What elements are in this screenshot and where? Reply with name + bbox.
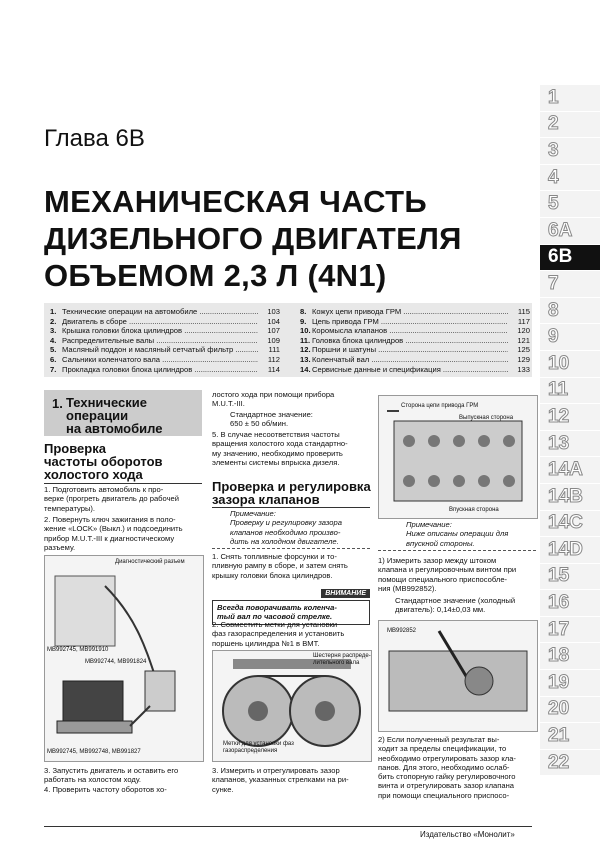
toc-page: 120 — [508, 326, 530, 336]
col2-para4 — [212, 620, 372, 648]
toc-page: 112 — [258, 355, 280, 365]
image-label: MB992745, MB992748, MB991827 — [47, 749, 141, 755]
toc-left — [50, 307, 280, 374]
chapter-tabs — [540, 85, 600, 776]
toc-row — [300, 355, 530, 365]
text-line: 2. Совместить метки для установки — [212, 620, 338, 629]
chapter-tab-13: 13 — [540, 431, 600, 458]
toc-row — [50, 326, 280, 336]
toc-page: 125 — [508, 345, 530, 355]
text-line: Ниже описаны операции для — [406, 529, 509, 539]
toc-title: Масляный поддон и масляный сетчатый фильтр ..... — [62, 345, 258, 355]
text-line: Всегда поворачивать коленча- — [217, 603, 337, 612]
toc-number: 9. — [300, 316, 307, 326]
section-title-line: Технические — [66, 395, 147, 410]
toc-title: Двигатель в сборе ..... — [62, 317, 258, 327]
toc-title: Кожух цепи привода ГРМ ..... — [312, 307, 508, 317]
text-line: 3. Запустить двигатель и оставить его — [44, 766, 179, 775]
chapter-tab-3: 3 — [540, 138, 600, 165]
toc-title: Распределительные валы ..... — [62, 336, 258, 346]
chapter-tab-5: 5 — [540, 191, 600, 218]
text-line: разъему. — [44, 542, 76, 552]
chapter-label: Глава 6В — [44, 125, 145, 152]
text-line: Стандартное значение: — [230, 410, 313, 419]
text-line: клапанов необходимо произво- — [230, 527, 341, 537]
warning-box — [212, 582, 370, 625]
toc-title: Цепь привода ГРМ ..... — [312, 317, 508, 327]
toc-page: 104 — [258, 317, 280, 327]
text-line: пливную рампу в сборе, и затем снять — [212, 561, 348, 571]
chapter-tab-12: 12 — [540, 404, 600, 431]
text-line: 1. Снять топливные форсунки и то- — [212, 552, 337, 561]
text-line: помощи специального приспособле- — [378, 574, 508, 584]
text-line: 2) Если полученный результат вы- — [378, 735, 500, 744]
chapter-tab-10: 10 — [540, 351, 600, 378]
note-cold-engine — [212, 509, 370, 549]
engine-head-drawing — [379, 396, 537, 518]
toc-number: 4. — [50, 335, 57, 345]
col2-para2 — [212, 430, 372, 467]
toc-row — [300, 317, 530, 327]
valve-gauge-drawing — [379, 621, 537, 731]
toc-title: Крышка головки блока цилиндров ..... — [62, 326, 258, 336]
text-line: тый вал по часовой стрелке. — [217, 612, 333, 622]
chapter-tab-14С: 14С — [540, 511, 600, 538]
col2-para3 — [212, 552, 372, 580]
valve-layout-illustration — [378, 395, 538, 519]
timing-marks-illustration — [212, 650, 372, 762]
text-line: температуры). — [44, 503, 96, 513]
chapter-tab-7: 7 — [540, 271, 600, 298]
col1-para1 — [44, 485, 204, 513]
toc-row — [50, 365, 280, 375]
toc-number: 12. — [300, 345, 311, 355]
text-line: ния (MB992852). — [378, 583, 437, 593]
text-line: 1) Измерить зазор между штоком — [378, 556, 497, 565]
text-line: элементы системы впрыска дизеля. — [212, 457, 340, 467]
text-line: клапанов, указанных стрелками на ри- — [212, 775, 349, 785]
heading-valve-clearance — [212, 480, 371, 506]
divider — [212, 507, 370, 508]
text-line: дить на холодном двигателе. — [230, 536, 339, 546]
toc-row — [50, 355, 280, 365]
text-line: ходит за пределы спецификации, то — [378, 744, 507, 754]
section-header — [44, 390, 202, 436]
clearance-standard-value — [395, 596, 515, 615]
text-line: фаз газораспределения и установить — [212, 629, 345, 639]
toc-number: 13. — [300, 354, 311, 364]
image-label: MB992745, MB991910 — [47, 647, 109, 653]
chapter-tab-8: 8 — [540, 298, 600, 325]
footer-divider — [44, 826, 532, 827]
image-label: Диагностический разъем — [115, 559, 185, 565]
text-line: жение «LOCK» (Выкл.) и подсоединить — [44, 524, 183, 534]
image-label: Впускная сторона — [449, 507, 499, 513]
note-divider — [378, 550, 536, 551]
toc-page: 117 — [508, 317, 530, 327]
toc-number: 8. — [300, 307, 307, 316]
section-title — [66, 396, 162, 435]
text-line: бить стопорную гайку регулировочного — [378, 772, 516, 782]
chapter-tab-11: 11 — [540, 378, 600, 405]
toc-page: 109 — [258, 336, 280, 346]
text-line: Проверку и регулировку зазора — [230, 518, 342, 528]
text-line: вращения холостого хода стандартно- — [212, 439, 348, 449]
text-line: 3. Измерить и отрегулировать зазор — [212, 766, 340, 775]
image-label: Сторона цепи привода ГРМ — [401, 403, 479, 409]
text-line: поршень цилиндра №1 в ВМТ. — [212, 638, 320, 648]
feeler-gauge-illustration — [378, 620, 538, 732]
text-line: верке (прогреть двигатель до рабочей — [44, 494, 179, 504]
section-number: 1. — [52, 396, 63, 411]
text-line: крышку головки блока цилиндров. — [212, 570, 333, 580]
text-line: винта и отрегулировать зазор клапана — [378, 781, 514, 791]
text-line: работать на холостом ходу. — [44, 775, 141, 785]
toc-page: 129 — [508, 355, 530, 365]
toc-title: Сервисные данные и спецификация ..... — [312, 365, 508, 375]
title-line: МЕХАНИЧЕСКАЯ ЧАСТЬ — [44, 184, 427, 219]
title-line: ДИЗЕЛЬНОГО ДВИГАТЕЛЯ — [44, 221, 462, 256]
toc-number: 2. — [50, 316, 57, 326]
toc-number: 7. — [50, 364, 57, 374]
text-line: клапана и регулировочным винтом при — [378, 565, 517, 575]
chapter-tab-6А: 6А — [540, 218, 600, 245]
text-line: при помощи специального приспосо- — [378, 790, 510, 800]
text-line: му значению, необходимо проверить — [212, 448, 343, 458]
image-label: MB992744, MB991824 — [85, 659, 147, 665]
col1-para3 — [44, 766, 204, 785]
text-line: лостого хода при помощи прибора — [212, 390, 335, 399]
heading-line: частоты оборотов — [44, 454, 163, 469]
toc-number: 14. — [300, 364, 311, 374]
heading-line: холостого хода — [44, 467, 143, 482]
text-line: M.U.T.-III. — [212, 399, 245, 409]
publisher-footer: Издательство «Монолит» — [420, 830, 515, 839]
toc-title: Прокладка головки блока цилиндров ..... — [62, 365, 258, 375]
text-line: двигатель): 0,14±0,03 мм. — [395, 605, 486, 615]
chapter-tab-19: 19 — [540, 670, 600, 697]
toc-page: 111 — [258, 345, 280, 355]
chapter-tab-4: 4 — [540, 165, 600, 192]
toc-number: 10. — [300, 326, 311, 336]
chapter-tab-1: 1 — [540, 85, 600, 112]
col2-para1 — [212, 390, 372, 409]
text-line: Стандартное значение (холодный — [395, 596, 516, 605]
col1-para4 — [44, 785, 204, 794]
chapter-tab-15: 15 — [540, 564, 600, 591]
chapter-tab-14А: 14А — [540, 457, 600, 484]
heading-line: Проверка — [44, 441, 106, 456]
text-line: сунке. — [212, 784, 234, 794]
toc-title: Коромысла клапанов ..... — [312, 326, 508, 336]
toc-title: Коленчатый вал ..... — [312, 355, 508, 365]
section-title-line: операции — [66, 408, 129, 423]
toc-title: Поршни и шатуны ..... — [312, 345, 508, 355]
heading-idle-check — [44, 442, 163, 481]
chapter-tab-2: 2 — [540, 112, 600, 139]
image-label: Выпускная сторона — [459, 415, 514, 421]
text-line: 650 ± 50 об/мин. — [230, 419, 289, 429]
toc-title: Сальники коленчатого вала ..... — [62, 355, 258, 365]
text-line: панов. Для этого, необходимо ослаб- — [378, 762, 510, 772]
chapter-tab-18: 18 — [540, 643, 600, 670]
divider — [44, 483, 202, 484]
col1-para2 — [44, 515, 204, 552]
text-line: прибор M.U.T.-III к диагностическому — [44, 533, 175, 543]
toc-page: 121 — [508, 336, 530, 346]
toc-number: 6. — [50, 354, 57, 364]
note-divider — [212, 548, 370, 549]
toc-number: 5. — [50, 345, 57, 355]
col2-para5 — [212, 766, 372, 794]
toc-page: 107 — [258, 326, 280, 336]
chapter-tab-17: 17 — [540, 617, 600, 644]
toc-row — [300, 307, 530, 317]
image-label: MB992852 — [387, 628, 417, 634]
toc-row — [50, 345, 280, 355]
toc-title: Головка блока цилиндров ..... — [312, 336, 508, 346]
col3-para1 — [378, 556, 538, 593]
toc-page: 114 — [258, 365, 280, 375]
note-label: Примечание: — [230, 509, 276, 518]
chapter-tab-21: 21 — [540, 723, 600, 750]
chapter-tab-16: 16 — [540, 590, 600, 617]
image-label: Шестерня распреде- лительного вала — [313, 653, 371, 666]
chapter-tab-22: 22 — [540, 750, 600, 777]
toc-row — [300, 345, 530, 355]
text-line: необходимо отрегулировать зазор кла- — [378, 753, 516, 763]
page-title — [44, 183, 462, 294]
toc-page: 103 — [258, 307, 280, 317]
toc-number: 11. — [300, 335, 311, 345]
note-label: Примечание: — [406, 520, 452, 529]
text-line: 4. Проверить частоту оборотов хо- — [44, 785, 167, 794]
title-line: ОБЪЕМОМ 2,3 Л (4N1) — [44, 258, 387, 293]
text-line: 1. Подготовить автомобиль к про- — [44, 485, 164, 494]
heading-line: Проверка и регулировка — [212, 479, 371, 494]
table-of-contents — [44, 303, 532, 377]
chapter-tab-14D: 14D — [540, 537, 600, 564]
chapter-tab-6В: 6В — [540, 245, 600, 272]
toc-row — [300, 326, 530, 336]
toc-number: 3. — [50, 326, 57, 336]
chapter-tab-20: 20 — [540, 697, 600, 724]
chapter-tab-14В: 14В — [540, 484, 600, 511]
section-title-line: на автомобиле — [66, 421, 163, 436]
toc-row — [300, 336, 530, 346]
text-line: 5. В случае несоответствия частоты — [212, 430, 340, 439]
diagnostic-connection-illustration — [44, 555, 204, 762]
chapter-tab-9: 9 — [540, 324, 600, 351]
toc-number: 1. — [50, 307, 57, 316]
warning-label: ВНИМАНИЕ — [321, 589, 370, 598]
image-label: Метки для установки фаз газораспределения — [223, 741, 294, 754]
toc-page: 115 — [508, 307, 530, 317]
toc-row — [50, 317, 280, 327]
col3-para2 — [378, 735, 538, 800]
toc-page: 133 — [508, 365, 530, 375]
toc-title: Технические операции на автомобиле ..... — [62, 307, 258, 317]
toc-row — [50, 336, 280, 346]
heading-line: зазора клапанов — [212, 492, 320, 507]
note-intake-side — [378, 520, 536, 551]
idle-standard-value — [230, 410, 313, 429]
toc-row — [50, 307, 280, 317]
text-line: 2. Повернуть ключ зажигания в поло- — [44, 515, 176, 524]
text-line: впускной стороны. — [406, 538, 475, 548]
toc-right — [300, 307, 530, 374]
toc-row — [300, 365, 530, 375]
